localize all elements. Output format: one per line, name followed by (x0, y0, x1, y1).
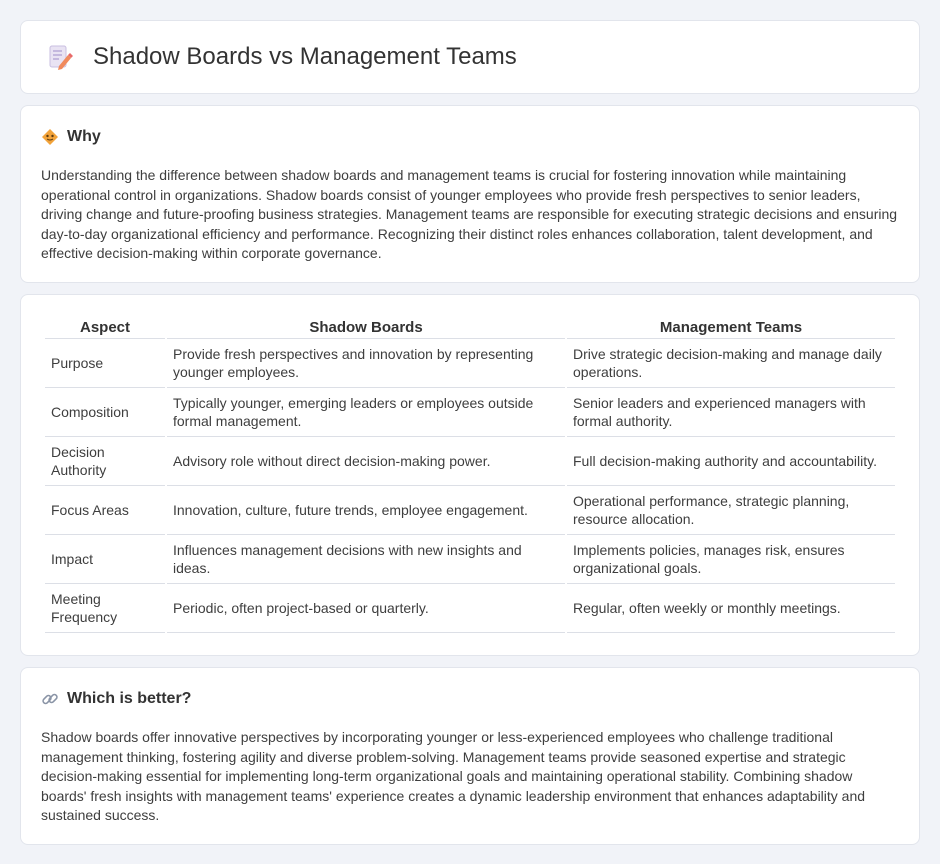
table-row (45, 486, 895, 535)
why-text: Understanding the difference between shadow boards and management teams is crucial for fostering innovation while maintaining operational control in organizations. Shadow boards consist of younger employees who provide fresh perspectives to senior leaders, driving change and future-proofing business strategies. Management teams are responsible for executing strategic decisions and ensuring day-to-day organizational efficiency and performance. Recognizing their distinct roles enhances collaboration, talent development, and effective decision-making within corporate governance. (41, 167, 898, 262)
cell-shadow-boards: Influences management decisions with new insights and ideas. (167, 535, 565, 584)
cell-aspect: Focus Areas (45, 486, 165, 535)
cell-aspect: Purpose (45, 339, 165, 388)
title-card (20, 20, 920, 94)
which-section (20, 667, 920, 845)
table-row (45, 388, 895, 437)
document-pencil-icon (47, 43, 73, 71)
warning-diamond-icon (41, 128, 59, 146)
cell-shadow-boards: Periodic, often project-based or quarterly. (167, 584, 565, 633)
table-header-row (45, 317, 895, 339)
cell-shadow-boards: Typically younger, emerging leaders or employees outside formal management. (167, 388, 565, 437)
link-icon (41, 690, 59, 708)
cell-management-teams: Full decision-making authority and accountability. (567, 437, 895, 486)
table-row (45, 535, 895, 584)
cell-management-teams: Drive strategic decision-making and manage daily operations. (567, 339, 895, 388)
comparison-table (43, 317, 897, 633)
why-title: Why (67, 128, 101, 145)
page-title: Shadow Boards vs Management Teams (93, 43, 517, 70)
table-row (45, 437, 895, 486)
comparison-section (20, 294, 920, 656)
header-aspect: Aspect (45, 317, 165, 339)
cell-aspect: Meeting Frequency (45, 584, 165, 633)
cell-management-teams: Regular, often weekly or monthly meetings. (567, 584, 895, 633)
header-shadow-boards: Shadow Boards (167, 317, 565, 339)
which-title: Which is better? (67, 690, 192, 707)
cell-aspect: Composition (45, 388, 165, 437)
which-header (41, 690, 899, 708)
table-row (45, 339, 895, 388)
why-header (41, 128, 899, 146)
cell-shadow-boards: Advisory role without direct decision-making power. (167, 437, 565, 486)
cell-aspect: Impact (45, 535, 165, 584)
cell-shadow-boards: Provide fresh perspectives and innovation by representing younger employees. (167, 339, 565, 388)
which-text: Shadow boards offer innovative perspectives by incorporating younger or less-experienced employees who challenge traditional management thinking, fostering agility and diverse problem-solving. Management teams provide seasoned expertise and strategic decision-making essential for implementing long-term organizational goals and maintaining operational stability. Combining shadow boards' fresh insights with management teams' experience creates a dynamic leadership environment that enhances adaptability and sustained success. (41, 729, 866, 824)
cell-shadow-boards: Innovation, culture, future trends, employee engagement. (167, 486, 565, 535)
cell-management-teams: Operational performance, strategic planning, resource allocation. (567, 486, 895, 535)
table-row (45, 584, 895, 633)
why-section (20, 105, 920, 283)
header-management-teams: Management Teams (567, 317, 895, 339)
cell-management-teams: Implements policies, manages risk, ensures organizational goals. (567, 535, 895, 584)
cell-aspect: Decision Authority (45, 437, 165, 486)
cell-management-teams: Senior leaders and experienced managers with formal authority. (567, 388, 895, 437)
